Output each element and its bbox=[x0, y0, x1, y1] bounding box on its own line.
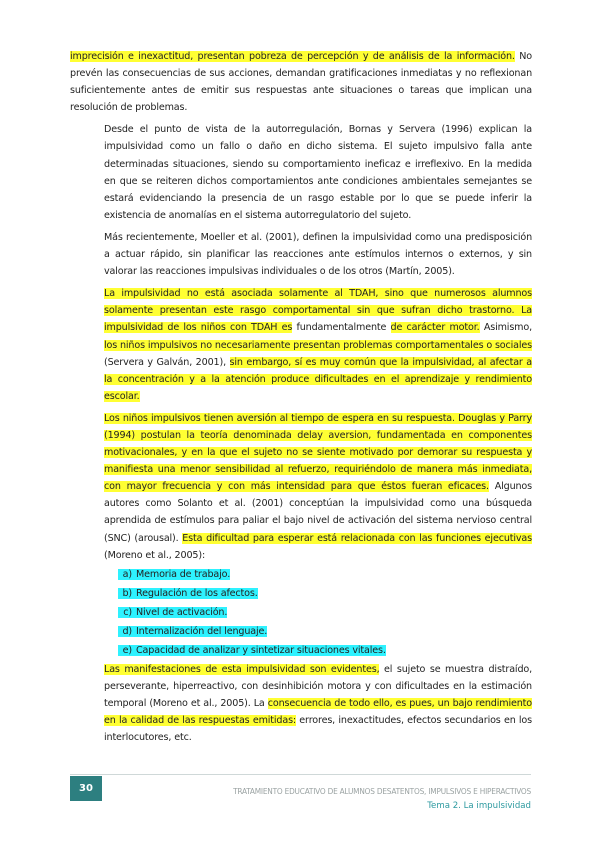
highlight-cyan bbox=[118, 588, 258, 599]
list-letter: b) bbox=[122, 587, 132, 599]
text-run: (Moreno et al., 2005): bbox=[104, 549, 206, 561]
list-item bbox=[118, 623, 532, 642]
list-letter: e) bbox=[122, 644, 132, 656]
list-letter: d) bbox=[122, 625, 132, 637]
highlight-cyan bbox=[118, 645, 386, 656]
chapter-title: Tema 2. La impulsividad bbox=[427, 801, 531, 811]
text-run: fundamentalmente bbox=[292, 322, 391, 334]
functions-list bbox=[118, 566, 532, 661]
text-run: Asimismo, bbox=[479, 322, 532, 334]
list-text: Capacidad de analizar y sintetizar situaciones vitales. bbox=[136, 644, 386, 656]
list-item bbox=[118, 604, 532, 623]
text-run: errores, inexactitudes, efectos secundarios en los interlocutores, etc. bbox=[104, 715, 533, 744]
list-letter: c) bbox=[123, 606, 132, 618]
list-text: Memoria de trabajo. bbox=[136, 568, 231, 580]
list-text: Internalización del lenguaje. bbox=[136, 625, 268, 637]
book-title: TRATAMIENTO EDUCATIVO DE ALUMNOS DESATENTOS, IMPULSIVOS E HIPERACTIVOS bbox=[233, 786, 531, 796]
list-letter: a) bbox=[122, 568, 132, 580]
list-text: Nivel de activación. bbox=[136, 606, 228, 618]
paragraph-6 bbox=[70, 661, 532, 746]
paragraph-1 bbox=[70, 48, 532, 116]
text-run: Algunos autores como Solanto et al. (2001) conceptúan la impulsividad como una búsqueda aprendida de estímulos para paliar el bajo nivel de activación del sistema nervioso central (SNC) (arousal). bbox=[104, 481, 533, 544]
highlight-yellow: de carácter motor. bbox=[390, 322, 480, 334]
highlight-yellow: sin embargo, sí es muy común que la impulsividad, al afectar a la concentración y a la atención produce dificultades en el aprendizaje y rendimiento escolar. bbox=[104, 356, 532, 402]
list-item bbox=[118, 585, 532, 604]
text-run: el sujeto se muestra distraído, perseverante, hiperreactivo, con desinhibición motora y con dificultades en la estimación temporal (Moreno et al., 2005). La bbox=[104, 663, 532, 709]
highlight-yellow: imprecisión e inexactitud, presentan pobreza de percepción y de análisis de la información. bbox=[70, 51, 515, 62]
highlight-yellow: Esta dificultad para esperar está relacionada con las funciones ejecutivas bbox=[182, 532, 532, 544]
highlight-yellow: consecuencia de todo ello, es pues, un bajo rendimiento en la calidad de las respuestas emitidas: bbox=[104, 697, 532, 726]
text-run: (Servera y Galván, 2001), bbox=[104, 356, 230, 368]
highlight-cyan bbox=[118, 569, 230, 580]
list-item bbox=[118, 642, 532, 661]
highlight-yellow: La impulsividad no está asociada solamente al TDAH, sino que numerosos alumnos solamente presentan este rasgo comportamental sin que sufran dicho trastorno. La impulsividad de los niños con TDAH es bbox=[104, 288, 532, 334]
page-number: 30 bbox=[70, 776, 102, 801]
paragraph-2: Desde el punto de vista de la autorregulación, Bornas y Servera (1996) explican la impulsividad como un fallo o daño en dicho sistema. El sujeto impulsivo falla ante determinadas situaciones, siendo su comportamiento ineficaz e irreflexivo. En la medida en que se reiteren dichos comportamientos ante condiciones ambientales semejantes se estará evidenciando la presencia de un rasgo estable por lo que se puede inferir la existencia de anomalías en el sistema autorregulatorio del sujeto. bbox=[104, 124, 532, 221]
footer-divider bbox=[70, 774, 531, 775]
paragraph-4 bbox=[70, 285, 532, 405]
text-run: No prevén las consecuencias de sus acciones, demandan gratificaciones inmediatas y no reflexionan suficientemente antes de emitir sus respuestas ante situaciones o tareas que implican una resolución de problemas. bbox=[70, 51, 532, 114]
highlight-cyan bbox=[118, 626, 267, 637]
paragraph-5 bbox=[70, 410, 532, 564]
list-item bbox=[118, 566, 532, 585]
highlight-yellow: Las manifestaciones de esta impulsividad son evidentes, bbox=[104, 663, 380, 675]
list-text: Regulación de los afectos. bbox=[136, 587, 258, 599]
paragraph-3: Más recientemente, Moeller et al. (2001), definen la impulsividad como una predisposición a actuar rápido, sin planificar las reacciones ante estímulos internos o externos, y sin valorar las reacciones impulsivas individuales o de los otros (Martín, 2005). bbox=[104, 231, 532, 278]
body-text bbox=[70, 48, 532, 746]
highlight-yellow: Los niños impulsivos tienen aversión al tiempo de espera en su respuesta. Douglas y Parry (1994) postulan la teoría denominada delay aversion, fundamentada en componentes motivacionales, y en la que el sujeto no se siente motivado por demorar su respuesta y manifiesta una menor sensibilidad al refuerzo, requiriéndolo de manera más inmediata, con mayor frecuencia y con más intensidad para que éstos fueran eficaces. bbox=[104, 412, 532, 493]
highlight-yellow: los niños impulsivos no necesariamente presentan problemas comportamentales o sociales bbox=[104, 339, 532, 351]
highlight-cyan bbox=[118, 607, 227, 618]
